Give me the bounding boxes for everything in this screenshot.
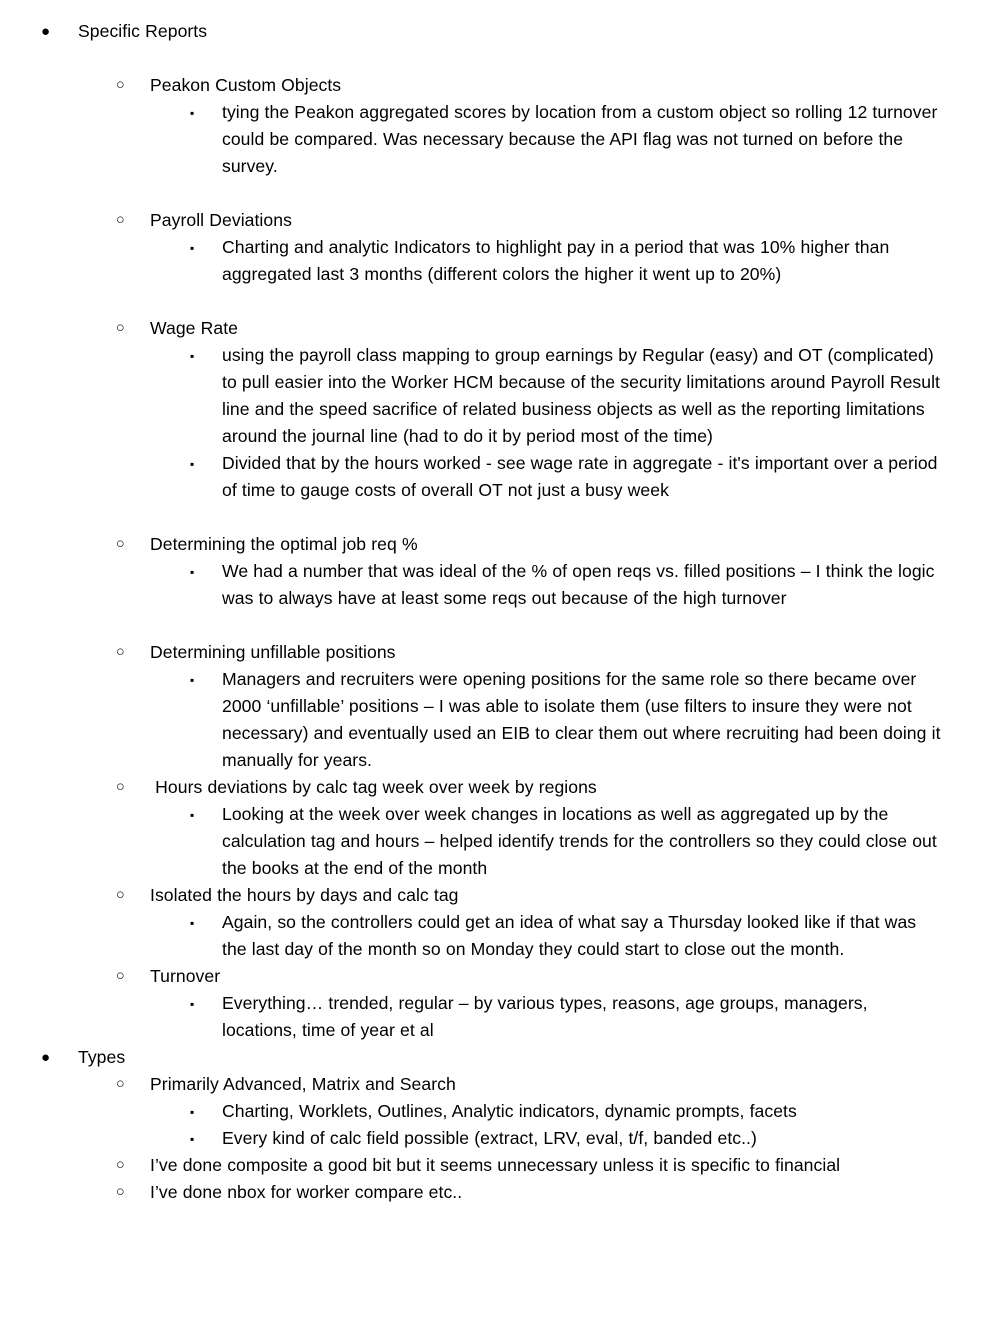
list-item-isolated-hours xyxy=(0,882,991,909)
list-item-wage-rate-detail-2 xyxy=(0,450,991,504)
list-item-unfillable-positions-detail xyxy=(0,666,991,774)
list-item-peakon-detail xyxy=(0,99,991,180)
list-item-text: Everything… trended, regular – by various types, reasons, age groups, managers, locations, time of year et al xyxy=(222,993,873,1040)
list-item-text: Types xyxy=(78,1047,126,1067)
list-item-text: using the payroll class mapping to group earnings by Regular (easy) and OT (complicated) to pull easier into the Worker HCM because of the security limitations around Payroll Result line and the speed sacrifice of related business objects as well as the reporting limitations around the journal line (had to do it by period most of the time) xyxy=(222,345,946,446)
bullet-circle-icon: ○ xyxy=(116,779,125,795)
bullet-square-icon: ▪ xyxy=(190,997,195,1011)
list-item-text: Wage Rate xyxy=(150,318,239,338)
list-item-text: We had a number that was ideal of the % of open reqs vs. filled positions – I think the logic was to always have at least some reqs out because of the high turnover xyxy=(222,561,940,608)
list-item-isolated-hours-detail xyxy=(0,909,991,963)
list-item-text: Primarily Advanced, Matrix and Search xyxy=(150,1074,456,1094)
list-item-text: Charting, Worklets, Outlines, Analytic indicators, dynamic prompts, facets xyxy=(222,1101,797,1121)
list-item-text: Every kind of calc field possible (extract, LRV, eval, t/f, banded etc..) xyxy=(222,1128,757,1148)
list-item-wage-rate-detail-1 xyxy=(0,342,991,450)
bullet-circle-icon: ○ xyxy=(116,1184,125,1200)
list-item-primarily-advanced-detail-2 xyxy=(0,1125,991,1152)
list-item-types xyxy=(0,1044,991,1071)
list-item-text: Looking at the week over week changes in locations as well as aggregated up by the calculation tag and hours – helped identify trends for the controllers so they could close out the books at the end of the month xyxy=(222,804,942,878)
list-item-text: I’ve done composite a good bit but it seems unnecessary unless it is specific to financial xyxy=(150,1155,841,1175)
list-item-turnover-detail xyxy=(0,990,991,1044)
bullet-square-icon: ▪ xyxy=(190,565,195,579)
list-item-text: Again, so the controllers could get an idea of what say a Thursday looked like if that was the last day of the month so on Monday they could start to close out the month. xyxy=(222,912,922,959)
bullet-disc-icon: ● xyxy=(41,23,51,40)
bullet-square-icon: ▪ xyxy=(190,808,195,822)
list-item-composite xyxy=(0,1152,991,1179)
paragraph-gap xyxy=(0,612,991,639)
list-item-primarily-advanced xyxy=(0,1071,991,1098)
bullet-square-icon: ▪ xyxy=(190,1132,195,1146)
bullet-circle-icon: ○ xyxy=(116,887,125,903)
bullet-disc-icon: ● xyxy=(41,1049,51,1066)
list-item-optimal-job-req-detail xyxy=(0,558,991,612)
list-item-text: Peakon Custom Objects xyxy=(150,75,342,95)
list-item-text: Turnover xyxy=(150,966,221,986)
paragraph-gap xyxy=(0,288,991,315)
list-item-hours-deviations-detail xyxy=(0,801,991,882)
bullet-square-icon: ▪ xyxy=(190,106,195,120)
list-item-text: Isolated the hours by days and calc tag xyxy=(150,885,459,905)
list-item-primarily-advanced-detail-1 xyxy=(0,1098,991,1125)
list-item-text: Managers and recruiters were opening positions for the same role so there became over 2000 ‘unfillable’ positions – I was able to isolate them (use filters to insure they were not necessary) and eventually used an EIB to clear them out where recruiting had been doing it manually for years. xyxy=(222,669,946,770)
list-item-text: Determining unfillable positions xyxy=(150,642,396,662)
bullet-circle-icon: ○ xyxy=(116,644,125,660)
paragraph-gap xyxy=(0,45,991,72)
paragraph-gap xyxy=(0,504,991,531)
list-item-specific-reports xyxy=(0,18,991,45)
bullet-circle-icon: ○ xyxy=(116,320,125,336)
bullet-circle-icon: ○ xyxy=(116,536,125,552)
list-item-text: Payroll Deviations xyxy=(150,210,292,230)
list-item-hours-deviations xyxy=(0,774,991,801)
list-item-text: tying the Peakon aggregated scores by location from a custom object so rolling 12 turnover could be compared. Was necessary because the API flag was not turned on before the survey. xyxy=(222,102,943,176)
list-item-text: Hours deviations by calc tag week over week by regions xyxy=(150,777,597,797)
list-item-text: Determining the optimal job req % xyxy=(150,534,418,554)
bullet-square-icon: ▪ xyxy=(190,673,195,687)
bullet-square-icon: ▪ xyxy=(190,457,195,471)
bullet-circle-icon: ○ xyxy=(116,212,125,228)
bullet-square-icon: ▪ xyxy=(190,1105,195,1119)
list-item-text: I’ve done nbox for worker compare etc.. xyxy=(150,1182,463,1202)
list-item-peakon-custom-objects xyxy=(0,72,991,99)
bullet-square-icon: ▪ xyxy=(190,916,195,930)
list-item-wage-rate xyxy=(0,315,991,342)
bullet-square-icon: ▪ xyxy=(190,349,195,363)
paragraph-gap xyxy=(0,180,991,207)
list-item-text: Charting and analytic Indicators to highlight pay in a period that was 10% higher than aggregated last 3 months (different colors the higher it went up to 20%) xyxy=(222,237,895,284)
bullet-circle-icon: ○ xyxy=(116,1157,125,1173)
list-item-payroll-deviations xyxy=(0,207,991,234)
bullet-square-icon: ▪ xyxy=(190,241,195,255)
bullet-circle-icon: ○ xyxy=(116,77,125,93)
bullet-circle-icon: ○ xyxy=(116,1076,125,1092)
list-item-text: Specific Reports xyxy=(78,21,208,41)
list-item-unfillable-positions xyxy=(0,639,991,666)
list-item-text: Divided that by the hours worked - see wage rate in aggregate - it's important over a period of time to gauge costs of overall OT not just a busy week xyxy=(222,453,943,500)
list-item-optimal-job-req xyxy=(0,531,991,558)
bullet-circle-icon: ○ xyxy=(116,968,125,984)
list-item-payroll-detail xyxy=(0,234,991,288)
list-item-turnover xyxy=(0,963,991,990)
list-item-nbox xyxy=(0,1179,991,1206)
